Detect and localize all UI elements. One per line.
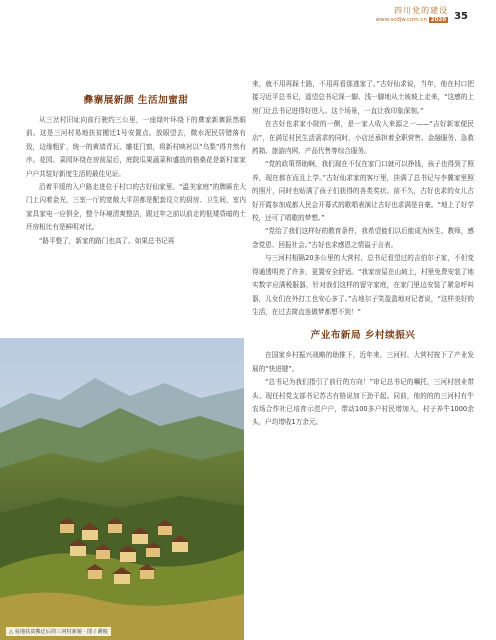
journal-url-line — [376, 16, 448, 24]
section-title-right: 产业布新局 乡村续振兴 — [310, 330, 416, 342]
paragraph: “党的政策帮助啊，我们现在不仅在家门口就可以挣钱，孩子也得到了照养，现在都在而且上学。”古好仙求家的客厅里，挂满了总书记与李冀家里照的照片，同时也贴满了孩子们获得的各类奖状。前不久，古好也求的女儿古好开霞参加成都人民会开幕式的歌唱表演让古好也求满是自豪。“地上了好学校，还可了唱歌的梦想。” — [252, 160, 474, 223]
page-number: 35 — [454, 11, 468, 22]
journal-masthead — [376, 6, 448, 24]
right-column — [252, 78, 474, 430]
paragraph: 沿着平缓的入户路走进位于村口的古好仙家里。“温美家庭”的牌匾在大门上闪着金光，三室一厅的宽敞大平居都是配套设立的厨房、卫生间，室内家具家电一应俱全，整个环境清爽整洁，跟过年之前以前走的低矮昏暗的土坯房相比有是鲜明对比。 — [26, 183, 246, 232]
paragraph: 与三河村相隔20多公里的大营村，总书记看望过的吉伯尔子家，不但变得通透明亮了许多，更置安全舒适。“我家房屋在山坡上，村里免费安装了地实数字应满税服器，针对我们这样的留守家庭，在家门里边安装了紧急呼叫器，儿女们在外打工也安心多了。”吉地尔子笑盈盈地对记者说，“这样美好的生活，在过去简直连做梦都想不到！” — [252, 254, 474, 316]
paragraph: “路平整了，新家的路门也高了。如果总书记再 — [39, 236, 175, 245]
page-header — [376, 6, 468, 28]
journal-url: www.scdjw.com.cn — [375, 17, 428, 23]
village-photo — [0, 338, 244, 640]
journal-year: 2020 — [430, 17, 447, 23]
paragraph: 在古好也求家小院的一侧，是一家人收入来源之一——“吉好新家便民店”，在满足村民生活需求的同时，小店还承担着全职营售、金融服务、急救药箱、旅游内网、产品代售等综合服务。 — [252, 120, 474, 156]
paragraph: “总书记为我们指引了前行的方向！”审记总书记的嘱托，三河村创业带头、现任村党支部书记苏古有格说加下劲干起。同前，他的的的三河村有牛农场合作社已培育示范户户，带动100多户村民增加入，村子养牛1000余头，户均增收1万余元。 — [252, 378, 474, 427]
photo-caption: △ 易地扶贫搬迁后的三河村新貌 · 图 / 谢俊 — [6, 627, 111, 636]
journal-name: 四川党的建设 — [394, 6, 449, 15]
paragraph: “党给了我们这样好的教育条件，我希望能们以后能成为医生、教师，感念党恩、回报社会。”古好也求感恩之情溢于言表。 — [252, 227, 474, 249]
paragraph: 来，就不用再踩土路，不用再看那逃家了。”古好仙求说，当年，他在村口把接习近平总书记，遥望总书记深一脚、浅一脚地从土坡坡上走来，“这感的上房门让总书记进得好进入。这个场景，一直让我印象深刻。” — [252, 80, 474, 115]
paragraph: 从三岔村旧址向前行驶约三公里，一座绿叶环绕下的彝家新寨跃然眼前。这是三河村易地扶贫搬迁1号安置点。放眼望去，微水泥民居错落有致，边缘粗犷，统一的黄墙青瓦、雕花门窗，将新村映衬以“乌梨”得井然有序。花园、菜园环绕在房前屋后，庭院瓜果蔬菜和盛放的格桑花是新村家家户户共装好新度生活的最佳见证。 — [26, 116, 246, 178]
left-column — [26, 92, 246, 248]
village-landscape-image — [0, 338, 244, 640]
section-title-left: 彝寨展新颜 生活加蜜甜 — [83, 95, 189, 106]
paragraph: 在国家乡村振兴战略的助推下，近年来，三河村、大营村按下了产业发展的“快进键”。 — [252, 351, 474, 373]
